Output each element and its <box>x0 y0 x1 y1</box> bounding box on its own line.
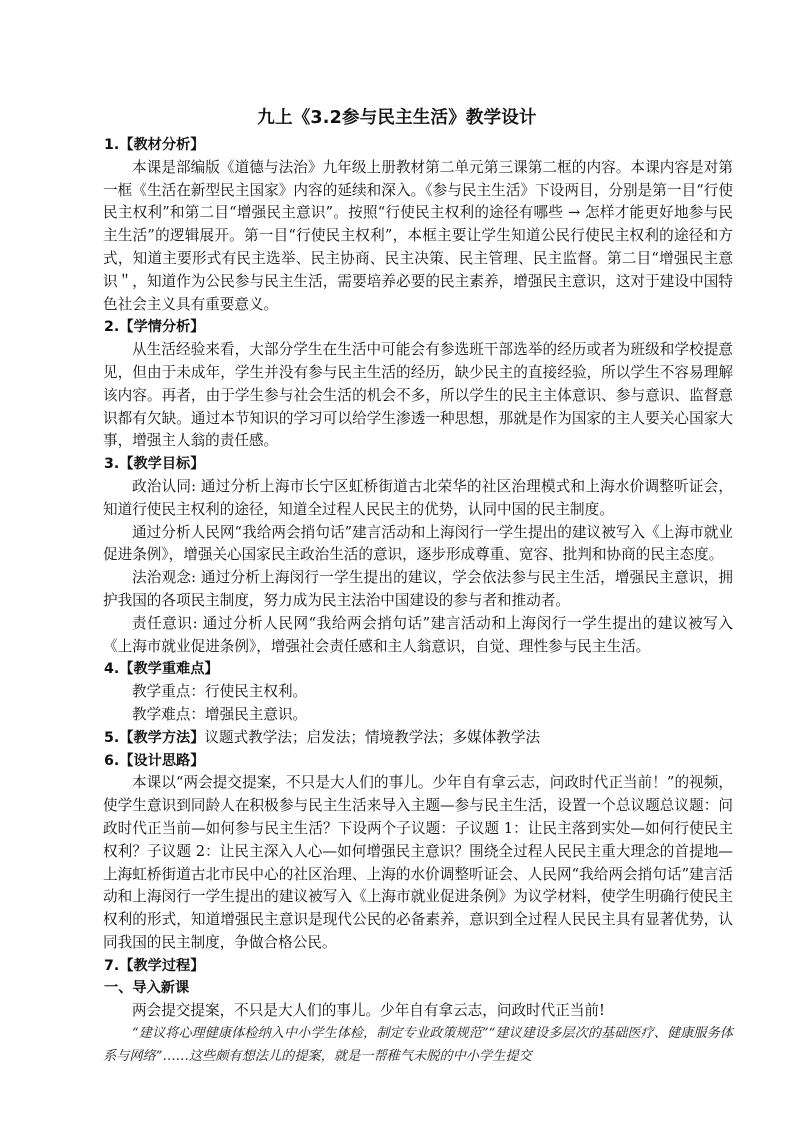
subheading-introduction: 一、导入新课 <box>104 980 190 997</box>
teaching-methods-text: 议题式教学法；启发法；情境教学法；多媒体教学法 <box>204 728 541 746</box>
paragraph: 法治观念: 通过分析上海闵行一学生提出的建议，学会依法参与民主生活，增强民主意识，拥护我国的各项民主制度，努力成为民主法治中国建设的参与者和推动者。 <box>103 569 733 609</box>
introduction-lead: 两会提交提案，不只是大人们的事儿。少年自有拿云志，问政时代正当前! <box>132 1002 605 1020</box>
section-heading-textbook-analysis: 1.【教材分析】 <box>104 137 205 153</box>
paragraph: 本课以“两会提交提案，不只是大人们的事儿。少年自有拿云志，问政时代正当前！”的视频，使学生意识到同龄人在积极参与民主生活来导入主题—参与民主生活，设置一个总议题总议题：问政时代正当前—如何参与民主生活？下设两个子议题：子议题 1：让民主落到实处—如何行使民主权利？子议题 2：让民主深入人心—如何增强民主意识？围绕全过程人民民主重大理念的首提地—上海虹桥街道古北市民中心的社区治理、上海的水价调整听证会、人民网“我给两会捎句话”建言活动和上海闵行一学生提出的建议被写入《上海市就业促进条例》为议学材料，使学生明确行使民主权利的形式，知道增强民主意识是现代公民的必备素养，意识到全过程人民民主具有显著优势，认同我国的民主制度，争做合格公民。 <box>103 774 733 951</box>
section-heading-teaching-methods <box>103 727 733 750</box>
section-heading-teaching-process: 7.【教学过程】 <box>104 957 205 974</box>
section-heading-student-analysis: 2.【学情分析】 <box>104 319 205 336</box>
section-heading-key-points: 4.【教学重难点】 <box>104 661 219 678</box>
section-heading-design-ideas: 6.【设计思路】 <box>104 752 205 769</box>
key-point-line: 教学重点：行使民主权利。 <box>132 683 308 701</box>
paragraph: 本课是部编版《道德与法治》九年级上册教材第二单元第三课第二框的内容。本课内容是对第一框《生活在新型民主国家》内容的延续和深入。《参与民主生活》下设两目，分别是第一目“行使民主权利”和第二目“增强民主意识”。按照“行使民主权利的途径有哪些 → 怎样才能更好地参与民主生活”的逻辑展开。第一目“行使民主权利”，本框主要让学生知道公民行使民主权利的途径和方式，知道主要形式有民主选举、民主协商、民主决策、民主管理、民主监督。第二目“增强民主意识＂，知道作为公民参与民主生活，需要培养必要的民主素养，增强民主意识，这对于建设中国特色社会主义具有重要意义。 <box>103 158 733 313</box>
document-title: 九上《3.2参与民主生活》教学设计 <box>257 108 537 128</box>
paragraph: 从生活经验来看，大部分学生在生活中可能会有参选班干部选举的经历或者为班级和学校提意见，但由于未成年，学生并没有参与民主生活的经历，缺少民主的直接经验，所以学生不容易理解该内容。再者，由于学生参与社会生活的机会不多，所以学生的民主主体意识、参与意识、监督意识都有欠缺。通过本节知识的学习可以给学生渗透一种思想，那就是作为国家的主人要关心国家大事，增强主人翁的责任感。 <box>103 341 733 450</box>
section-heading-teaching-goals: 3.【教学目标】 <box>104 456 205 473</box>
document-body <box>103 134 733 1069</box>
introduction-quote: “建议将心理健康体检纳入中小学生体检，制定专业政策规范”“建议建设多层次的基础医疗、健康服务体系与网络”……这些颇有想法儿的提案，就是一帮稚气未脱的中小学生提交 <box>103 1026 733 1064</box>
paragraph: 责任意识: 通过分析人民网“我给两会捎句话”建言活动和上海闵行一学生提出的建议被写入《上海市就业促进条例》，增强社会责任感和主人翁意识，自觉、理性参与民主生活。 <box>103 614 733 655</box>
section-heading-label: 5.【教学方法】 <box>104 729 205 746</box>
paragraph: 通过分析人民网“我给两会捎句话”建言活动和上海闵行一学生提出的建议被写入《上海市就业促进条例》，增强关心国家民主政治生活的意识，逐步形成尊重、宽容、批判和协商的民主态度。 <box>103 523 733 564</box>
paragraph: 政治认同: 通过分析上海市长宁区虹桥街道古北荣华的社区治理模式和上海水价调整听证会，知道行使民主权利的途径，知道全过程人民民主的优势，认同中国的民主制度。 <box>103 477 733 518</box>
difficult-point-line: 教学难点：增强民主意识。 <box>132 705 308 723</box>
